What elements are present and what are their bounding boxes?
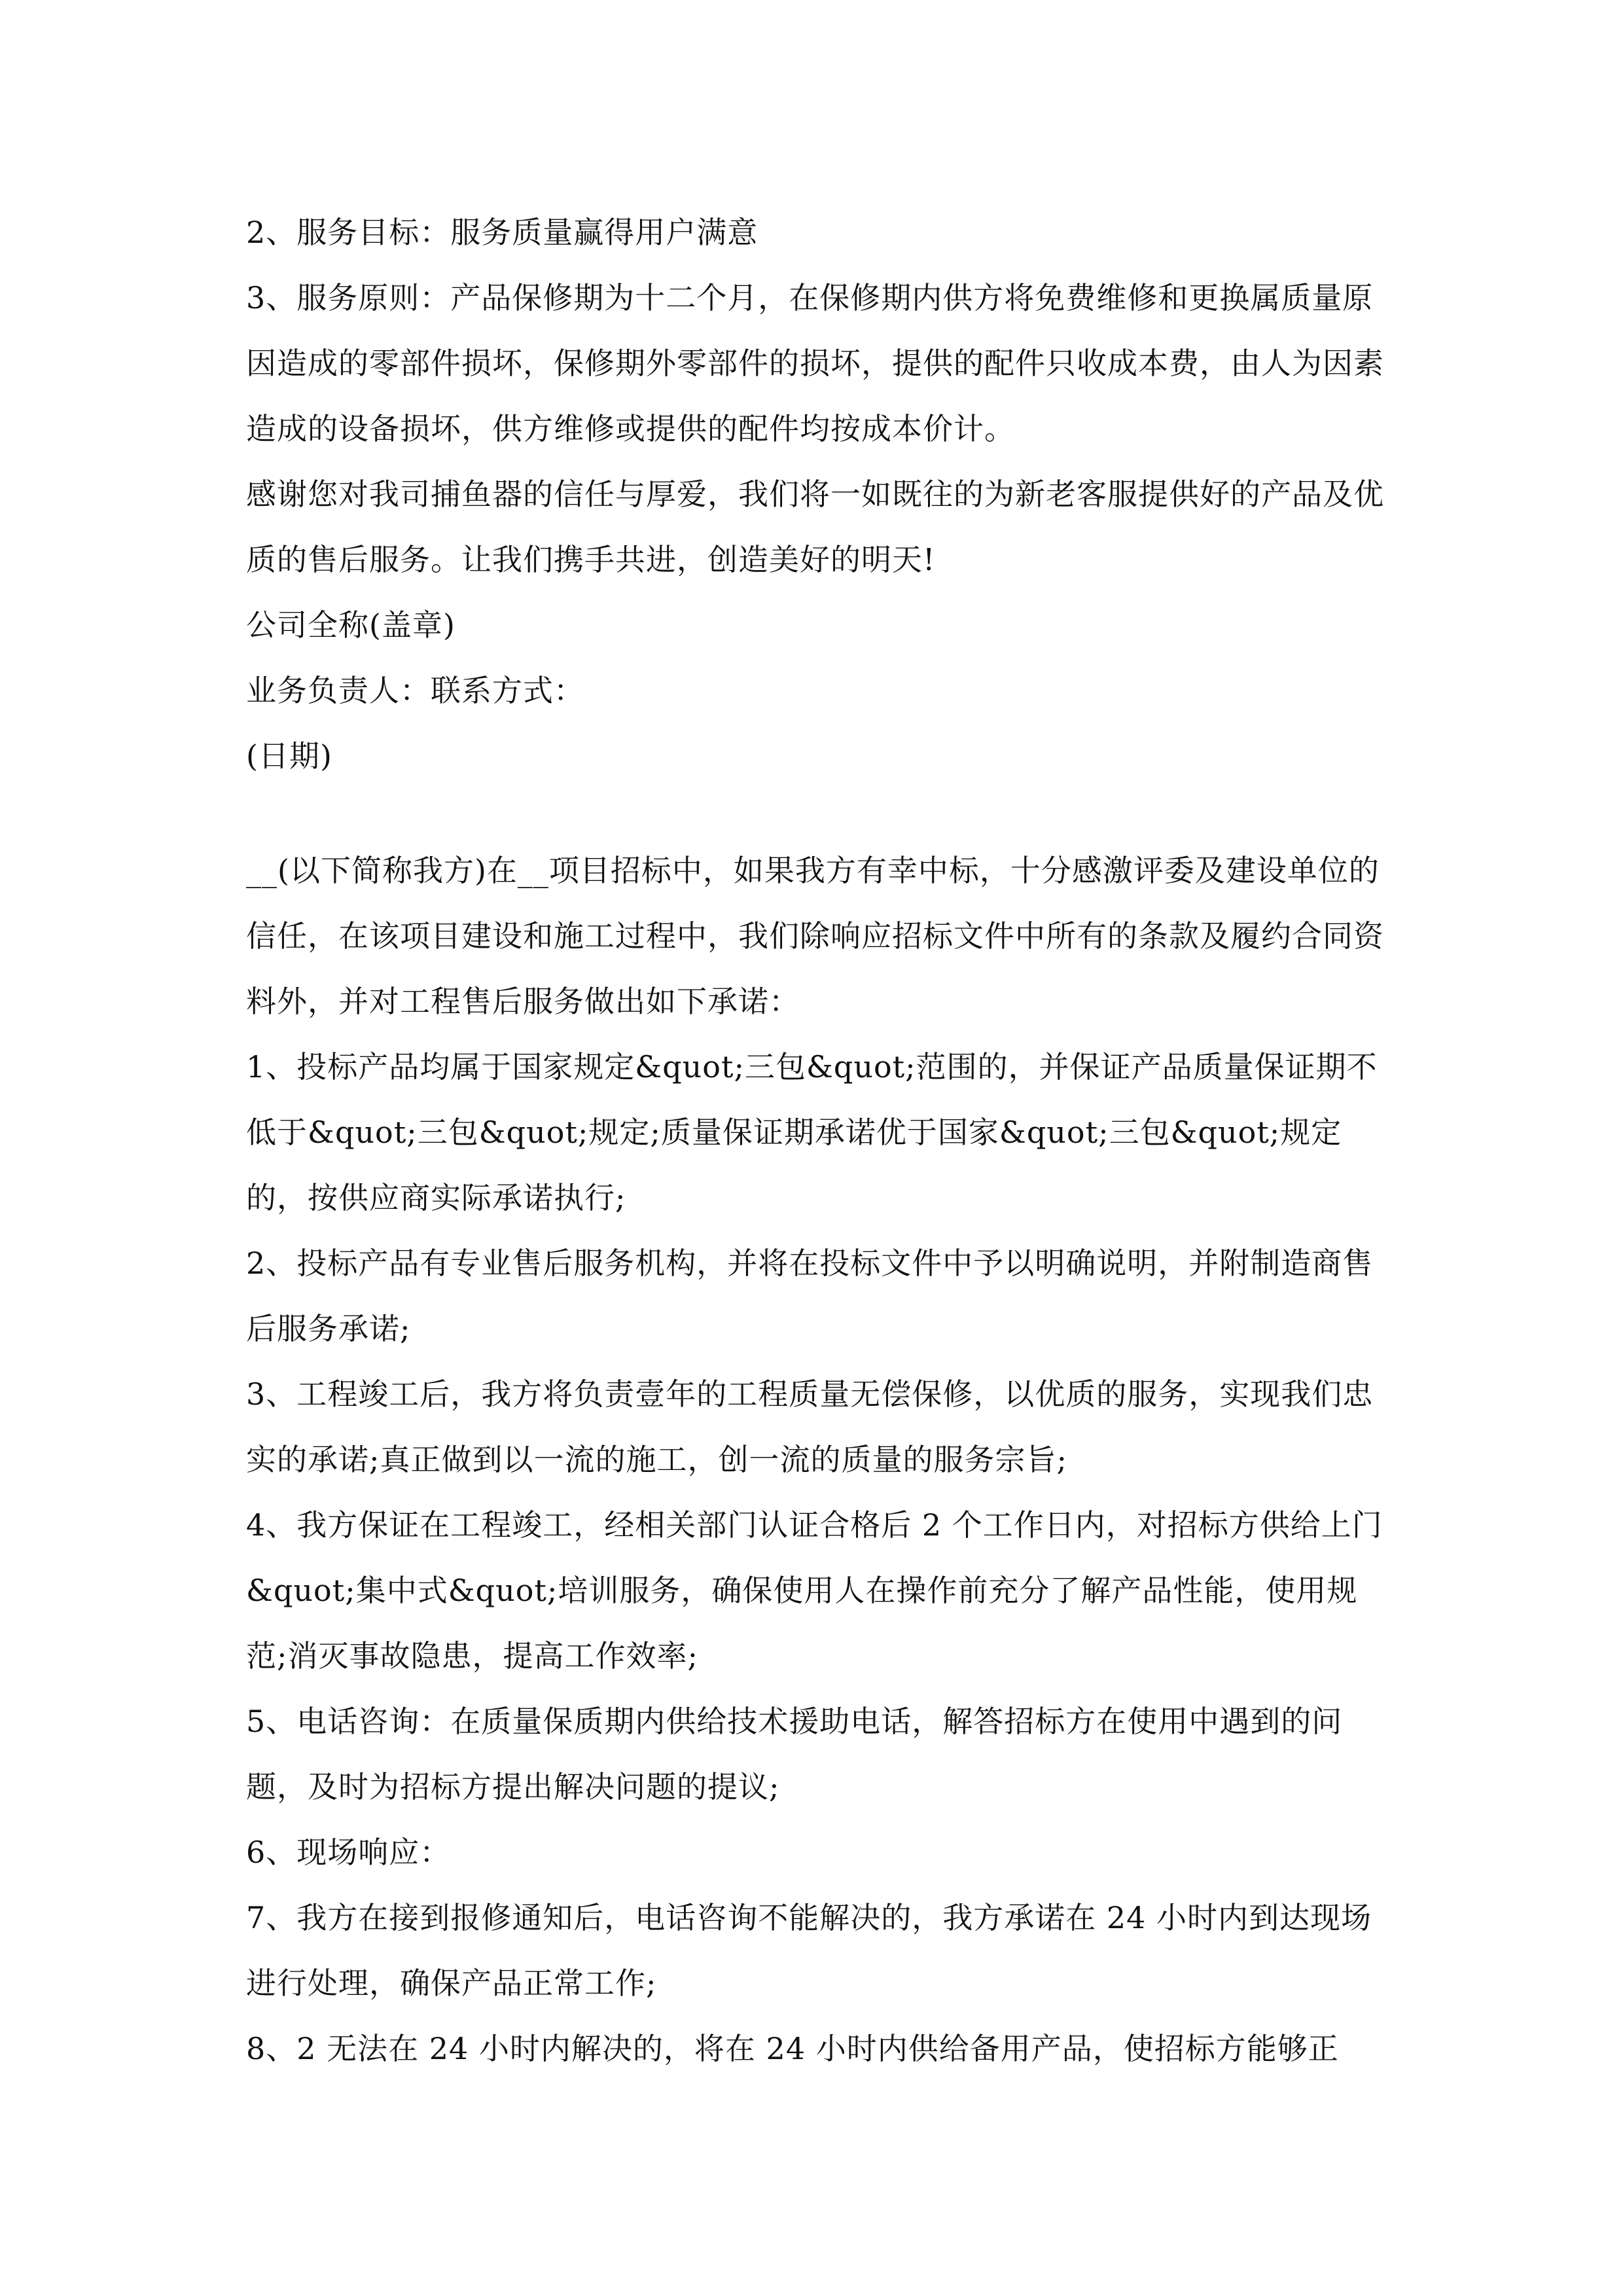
service-terms-section	[246, 200, 1395, 789]
commitment-item-7: 7、我方在接到报修通知后，电话咨询不能解决的，我方承诺在 24 小时内到达现场进行处理，确保产品正常工作;	[246, 1900, 1372, 2001]
after-sales-commitment-section	[246, 838, 1395, 2081]
commitment-item-4: 4、我方保证在工程竣工，经相关部门认证合格后 2 个工作日内，对招标方供给上门&quot;集中式&quot;培训服务，确保使用人在操作前充分了解产品性能，使用规范;消灭事故隐患，提高工作效率;	[246, 1507, 1383, 1674]
commitment-item-8: 8、2 无法在 24 小时内解决的，将在 24 小时内供给备用产品，使招标方能够正	[246, 2031, 1339, 2066]
company-name-seal: 公司全称(盖章)	[246, 607, 455, 643]
commitment-item-6: 6、现场响应：	[246, 1835, 451, 1870]
commitment-item-2: 2、投标产品有专业售后服务机构，并将在投标文件中予以明确说明，并附制造商售后服务承诺;	[246, 1246, 1374, 1346]
paragraph-service-goal: 2、服务目标：服务质量赢得用户满意	[246, 215, 758, 250]
contact-line: 业务负责人：联系方式：	[246, 673, 584, 708]
commitment-item-5: 5、电话咨询：在质量保质期内供给技术援助电话，解答招标方在使用中遇到的问题，及时为招标方提出解决问题的提议;	[246, 1704, 1343, 1804]
commitment-item-3: 3、工程竣工后，我方将负责壹年的工程质量无偿保修，以优质的服务，实现我们忠实的承诺;真正做到以一流的施工，创一流的质量的服务宗旨;	[246, 1376, 1374, 1477]
paragraph-service-principle: 3、服务原则：产品保修期为十二个月，在保修期内供方将免费维修和更换属质量原因造成的零部件损坏，保修期外零部件的损坏，提供的配件只收成本费，由人为因素造成的设备损坏，供方维修或提供的配件均按成本价计。	[246, 280, 1384, 446]
paragraph-thanks: 感谢您对我司捕鱼器的信任与厚爱，我们将一如既往的为新老客服提供好的产品及优质的售后服务。让我们携手共进，创造美好的明天!	[246, 476, 1384, 577]
date-line: (日期)	[246, 738, 332, 774]
commitment-item-1: 1、投标产品均属于国家规定&quot;三包&quot;范围的，并保证产品质量保证期不低于&quot;三包&quot;规定;质量保证期承诺优于国家&quot;三包&quot;规定的，按供应商实际承诺执行;	[246, 1049, 1378, 1215]
paragraph-intro: __(以下简称我方)在__项目招标中，如果我方有幸中标，十分感激评委及建设单位的信任，在该项目建设和施工过程中，我们除响应招标文件中所有的条款及履约合同资料外，并对工程售后服务做出如下承诺：	[246, 853, 1384, 1019]
